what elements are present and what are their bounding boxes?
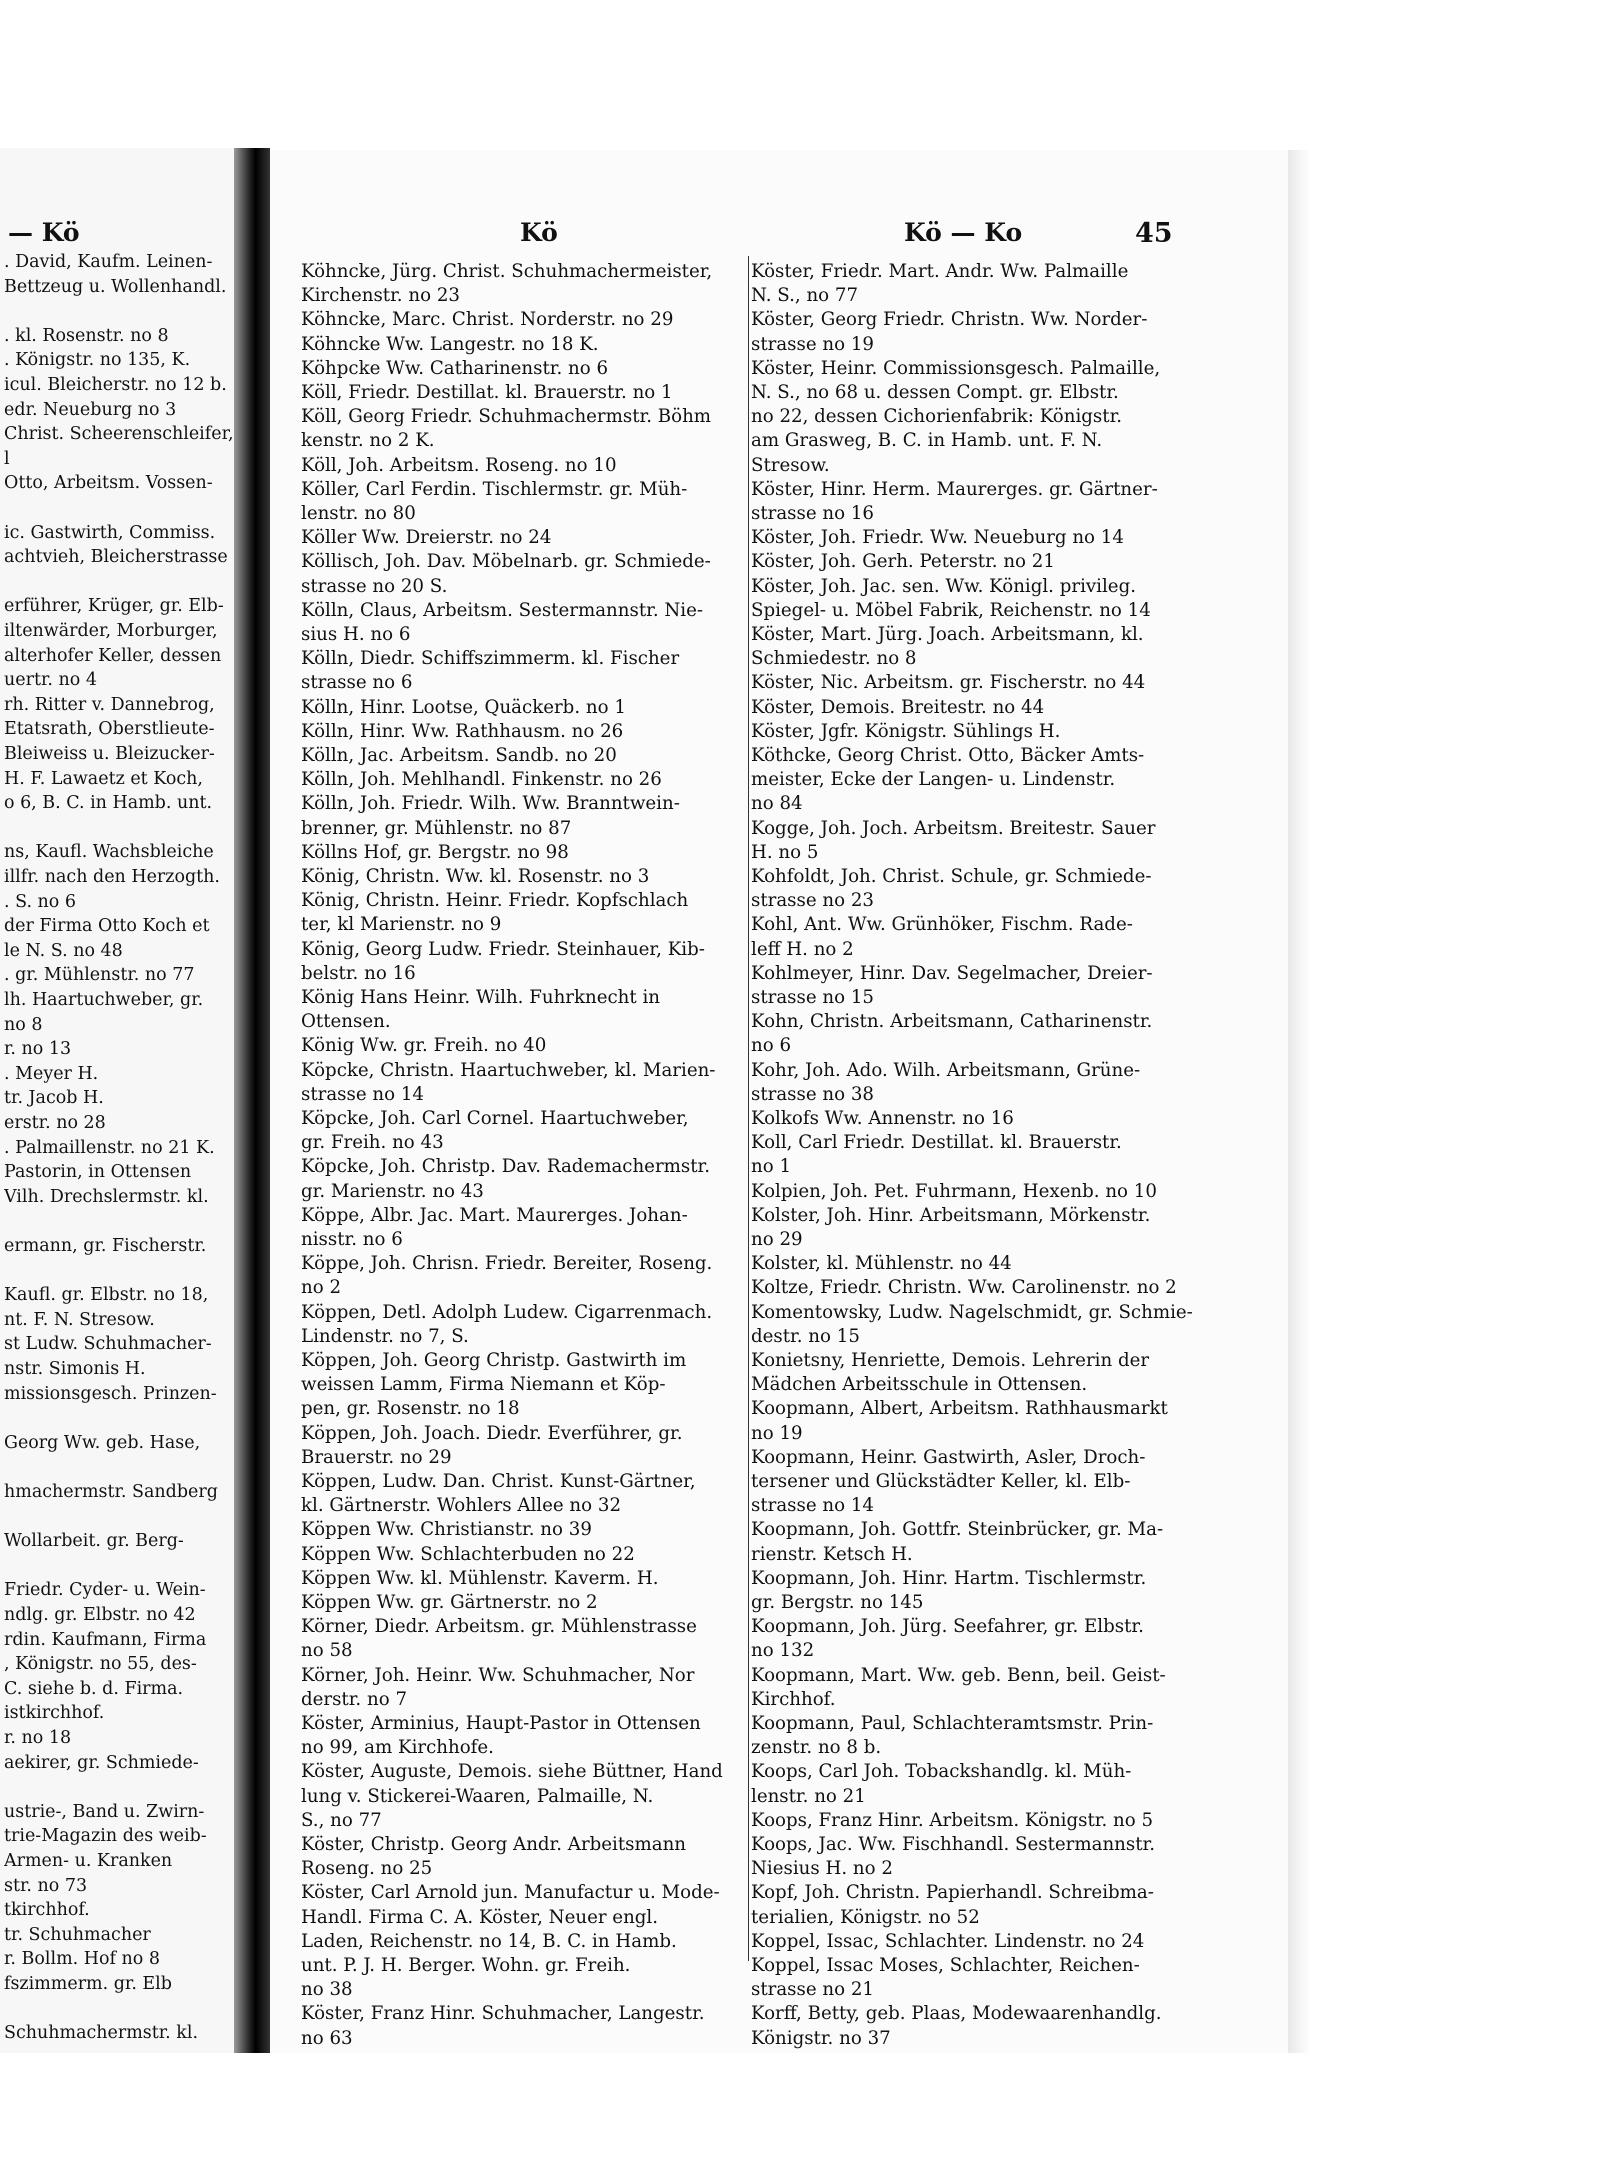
fragment-line: erführer, Krüger, gr. Elb-	[4, 596, 224, 616]
fragment-line: alterhofer Keller, dessen	[4, 646, 222, 666]
entry-line: no 22, dessen Cichorienfabrik: Königstr.	[751, 406, 1123, 427]
fragment-line: nstr. Simonis H.	[4, 1359, 146, 1379]
column-divider	[748, 256, 749, 1961]
fragment-line: illfr. nach den Herzogth.	[4, 867, 220, 887]
entry-line: strasse no 19	[751, 334, 874, 355]
entry-line: lung v. Stickerei-Waaren, Palmaille, N.	[301, 1786, 654, 1807]
entry-line: sius H. no 6	[301, 624, 411, 645]
entry-line: Koopmann, Mart. Ww. geb. Benn, beil. Geist-	[751, 1665, 1166, 1686]
fragment-line: . Meyer H.	[4, 1064, 99, 1084]
left-page-header: — Kö	[8, 218, 80, 247]
fragment-line: Christ. Scheerenschleifer,	[4, 424, 234, 444]
entry-line: no 99, am Kirchhofe.	[301, 1737, 494, 1758]
fragment-line: edr. Neueburg no 3	[4, 400, 177, 420]
entry-line: strasse no 14	[751, 1495, 874, 1516]
fragment-line: . gr. Mühlenstr. no 77	[4, 965, 195, 985]
fragment-line: icul. Bleicherstr. no 12 b.	[4, 375, 227, 395]
entry-line: Köll, Joh. Arbeitsm. Roseng. no 10	[301, 455, 617, 476]
entry-line: Köppen, Joh. Joach. Diedr. Everführer, gr.	[301, 1423, 683, 1444]
entry-line: Kölln, Claus, Arbeitsm. Sestermannstr. Nie-	[301, 600, 704, 621]
fragment-line: missionsgesch. Prinzen-	[4, 1384, 217, 1404]
entry-line: Kölln, Jac. Arbeitsm. Sandb. no 20	[301, 745, 617, 766]
entry-line: Köpcke, Joh. Carl Cornel. Haartuchweber,	[301, 1108, 689, 1129]
entry-line: Körner, Diedr. Arbeitsm. gr. Mühlenstrasse	[301, 1616, 697, 1637]
fragment-line: istkirchhof.	[4, 1703, 105, 1723]
entry-line: meister, Ecke der Langen- u. Lindenstr.	[751, 769, 1116, 790]
entry-line: Konietsny, Henriette, Demois. Lehrerin der	[751, 1350, 1150, 1371]
fragment-line: ndlg. gr. Elbstr. no 42	[4, 1605, 196, 1625]
entry-line: no 6	[751, 1035, 792, 1056]
entry-line: lenstr. no 21	[751, 1786, 866, 1807]
entry-line: Koppel, Issac, Schlachter. Lindenstr. no 24	[751, 1931, 1145, 1952]
fragment-line: r. Bollm. Hof no 8	[4, 1949, 160, 1969]
entry-line: Kolster, Joh. Hinr. Arbeitsmann, Mörkenstr.	[751, 1205, 1151, 1226]
entry-line: Kohr, Joh. Ado. Wilh. Arbeitsmann, Grüne-	[751, 1060, 1141, 1081]
entry-line: no 58	[301, 1640, 353, 1661]
fragment-line: aekirer, gr. Schmiede-	[4, 1753, 199, 1773]
entry-line: strasse no 15	[751, 987, 874, 1008]
fragment-line: . Palmaillenstr. no 21 K.	[4, 1138, 215, 1158]
entry-line: S., no 77	[301, 1810, 382, 1831]
entry-line: Köppen Ww. gr. Gärtnerstr. no 2	[301, 1592, 598, 1613]
entry-line: Köster, Demois. Breitestr. no 44	[751, 697, 1045, 718]
entry-line: Köster, Georg Friedr. Christn. Ww. Norder-	[751, 309, 1148, 330]
entry-line: Körner, Joh. Heinr. Ww. Schuhmacher, Nor	[301, 1665, 695, 1686]
entry-line: Köllns Hof, gr. Bergstr. no 98	[301, 842, 569, 863]
fragment-line: ic. Gastwirth, Commiss.	[4, 523, 216, 543]
entry-line: Königstr. no 37	[751, 2028, 891, 2049]
fragment-line: str. no 73	[4, 1876, 88, 1896]
entry-line: Koops, Carl Joh. Tobackshandlg. kl. Müh-	[751, 1761, 1132, 1782]
entry-line: am Grasweg, B. C. in Hamb. unt. F. N.	[751, 430, 1103, 451]
fragment-line: ustrie-, Band u. Zwirn-	[4, 1802, 205, 1822]
entry-line: König, Christn. Ww. kl. Rosenstr. no 3	[301, 866, 650, 887]
fragment-line: erstr. no 28	[4, 1113, 106, 1133]
entry-line: Köller Ww. Dreierstr. no 24	[301, 527, 552, 548]
entry-line: König Ww. gr. Freih. no 40	[301, 1035, 547, 1056]
entry-line: Schmiedestr. no 8	[751, 648, 917, 669]
entry-line: Köppen Ww. Schlachterbuden no 22	[301, 1544, 635, 1565]
fragment-line: . S. no 6	[4, 892, 76, 912]
entry-line: gr. Bergstr. no 145	[751, 1592, 924, 1613]
page-number: 45	[1135, 218, 1173, 249]
entry-line: Kolpien, Joh. Pet. Fuhrmann, Hexenb. no 10	[751, 1181, 1157, 1202]
column-header-left: Kö	[520, 218, 558, 247]
fragment-line: . Königstr. no 135, K.	[4, 350, 191, 370]
entry-line: no 29	[751, 1229, 803, 1250]
entry-line: destr. no 15	[751, 1326, 860, 1347]
entry-line: strasse no 14	[301, 1084, 424, 1105]
entry-line: Koopmann, Joh. Jürg. Seefahrer, gr. Elbstr.	[751, 1616, 1144, 1637]
entry-line: Köllisch, Joh. Dav. Möbelnarb. gr. Schmiede-	[301, 551, 711, 572]
entry-line: Kölln, Joh. Friedr. Wilh. Ww. Branntwein-	[301, 793, 680, 814]
fragment-line: trie-Magazin des weib-	[4, 1826, 207, 1846]
entry-line: strasse no 16	[751, 503, 874, 524]
fragment-line: ermann, gr. Fischerstr.	[4, 1236, 207, 1256]
entry-line: Laden, Reichenstr. no 14, B. C. in Hamb.	[301, 1931, 677, 1952]
entry-line: Köster, Franz Hinr. Schuhmacher, Langestr.	[301, 2003, 705, 2024]
entry-line: Koll, Carl Friedr. Destillat. kl. Brauerstr.	[751, 1132, 1122, 1153]
entry-line: Kirchhof.	[751, 1689, 836, 1710]
entry-line: Köll, Friedr. Destillat. kl. Brauerstr. no 1	[301, 382, 673, 403]
entry-line: gr. Freih. no 43	[301, 1132, 444, 1153]
entry-line: König Hans Heinr. Wilh. Fuhrknecht in	[301, 987, 660, 1008]
entry-line: Köster, Hinr. Herm. Maurerges. gr. Gärtner-	[751, 479, 1158, 500]
fragment-line: achtvieh, Bleicherstrasse	[4, 547, 228, 567]
fragment-line: tr. Jacob H.	[4, 1088, 104, 1108]
entry-line: Mädchen Arbeitsschule in Ottensen.	[751, 1374, 1088, 1395]
entry-line: no 38	[301, 1979, 353, 2000]
entry-line: nisstr. no 6	[301, 1229, 403, 1250]
entry-line: Spiegel- u. Möbel Fabrik, Reichenstr. no 14	[751, 600, 1151, 621]
fragment-line: l	[4, 449, 10, 469]
entry-line: Köppe, Albr. Jac. Mart. Maurerges. Johan-	[301, 1205, 688, 1226]
entry-line: kl. Gärtnerstr. Wohlers Allee no 32	[301, 1495, 622, 1516]
entry-line: no 84	[751, 793, 803, 814]
entry-line: strasse no 6	[301, 672, 413, 693]
entry-line: Köll, Georg Friedr. Schuhmachermstr. Böhm	[301, 406, 712, 427]
entry-line: Koopmann, Paul, Schlachteramtsmstr. Prin-	[751, 1713, 1154, 1734]
entry-line: Kölln, Hinr. Ww. Rathhausm. no 26	[301, 721, 624, 742]
entry-line: Koopmann, Heinr. Gastwirth, Asler, Droch-	[751, 1447, 1146, 1468]
entry-line: tersener und Glückstädter Keller, kl. Elb-	[751, 1471, 1131, 1492]
entry-line: Koppel, Issac Moses, Schlachter, Reichen-	[751, 1955, 1140, 1976]
entry-line: Stresow.	[751, 455, 830, 476]
entry-line: Köpcke, Joh. Christp. Dav. Rademachermstr.	[301, 1156, 711, 1177]
entry-line: Ottensen.	[301, 1011, 391, 1032]
entry-line: Köster, Heinr. Commissionsgesch. Palmaille,	[751, 358, 1161, 379]
entry-line: no 63	[301, 2028, 353, 2049]
entry-line: Köthcke, Georg Christ. Otto, Bäcker Amts-	[751, 745, 1145, 766]
fragment-line: der Firma Otto Koch et	[4, 916, 210, 936]
entry-line: König, Georg Ludw. Friedr. Steinhauer, Kib-	[301, 939, 705, 960]
entry-line: Niesius H. no 2	[751, 1858, 893, 1879]
entry-line: Koopmann, Albert, Arbeitsm. Rathhausmarkt	[751, 1398, 1168, 1419]
fragment-line: Friedr. Cyder- u. Wein-	[4, 1580, 206, 1600]
fragment-line: hmachermstr. Sandberg	[4, 1482, 218, 1502]
fragment-line: rh. Ritter v. Dannebrog,	[4, 695, 215, 715]
entry-line: Kohl, Ant. Ww. Grünhöker, Fischm. Rade-	[751, 914, 1133, 935]
fragment-line: . kl. Rosenstr. no 8	[4, 326, 169, 346]
column-header-right: Kö — Ko	[904, 218, 1023, 247]
entry-line: Koops, Jac. Ww. Fischhandl. Sestermannstr.	[751, 1834, 1156, 1855]
entry-line: Köster, Joh. Friedr. Ww. Neueburg no 14	[751, 527, 1124, 548]
fragment-line: Bettzeug u. Wollenhandl.	[4, 277, 227, 297]
fragment-line: lh. Haartuchweber, gr.	[4, 990, 204, 1010]
entry-line: no 1	[751, 1156, 792, 1177]
entry-line: Köster, Carl Arnold jun. Manufactur u. Mode-	[301, 1882, 720, 1903]
entry-line: Köster, Mart. Jürg. Joach. Arbeitsmann, kl.	[751, 624, 1144, 645]
entry-line: Handl. Firma C. A. Köster, Neuer engl.	[301, 1907, 659, 1928]
entry-line: no 2	[301, 1277, 342, 1298]
entry-line: ter, kl Marienstr. no 9	[301, 914, 502, 935]
fragment-line: nt. F. N. Stresow.	[4, 1310, 155, 1330]
entry-line: brenner, gr. Mühlenstr. no 87	[301, 818, 572, 839]
entry-line: belstr. no 16	[301, 963, 416, 984]
entry-line: Koops, Franz Hinr. Arbeitsm. Königstr. no 5	[751, 1810, 1154, 1831]
fragment-line: Pastorin, in Ottensen	[4, 1162, 192, 1182]
entry-line: gr. Marienstr. no 43	[301, 1181, 484, 1202]
entry-line: Köhpcke Ww. Catharinenstr. no 6	[301, 358, 609, 379]
entry-line: N. S., no 68 u. dessen Compt. gr. Elbstr.	[751, 382, 1119, 403]
entry-line: pen, gr. Rosenstr. no 18	[301, 1398, 520, 1419]
entry-line: Köppen Ww. kl. Mühlenstr. Kaverm. H.	[301, 1568, 659, 1589]
fragment-line: r. no 18	[4, 1728, 72, 1748]
entry-line: Köhncke, Marc. Christ. Norderstr. no 29	[301, 309, 674, 330]
entry-line: rienstr. Ketsch H.	[751, 1544, 913, 1565]
fragment-line: ns, Kaufl. Wachsbleiche	[4, 842, 214, 862]
entry-line: strasse no 21	[751, 1979, 874, 2000]
entry-line: Köster, Jgfr. Königstr. Sühlings H.	[751, 721, 1061, 742]
fragment-line: Bleiweiss u. Bleizucker-	[4, 744, 215, 764]
fragment-line: st Ludw. Schuhmacher-	[4, 1334, 212, 1354]
fragment-line: iltenwärder, Morburger,	[4, 621, 218, 641]
entry-line: Korff, Betty, geb. Plaas, Modewaarenhandlg.	[751, 2003, 1162, 2024]
entry-line: no 19	[751, 1423, 803, 1444]
entry-line: Köppen, Detl. Adolph Ludew. Cigarrenmach.	[301, 1302, 713, 1323]
fragment-line: H. F. Lawaetz et Koch,	[4, 769, 203, 789]
fragment-line: o 6, B. C. in Hamb. unt.	[4, 793, 213, 813]
entry-line: Koopmann, Joh. Gottfr. Steinbrücker, gr. Ma-	[751, 1519, 1164, 1540]
entry-line: Kölln, Diedr. Schiffszimmerm. kl. Fischer	[301, 648, 680, 669]
entry-line: no 132	[751, 1640, 815, 1661]
entry-line: Kogge, Joh. Joch. Arbeitsm. Breitestr. Sauer	[751, 818, 1156, 839]
book-gutter	[234, 148, 270, 2053]
entry-line: Köppen, Joh. Georg Christp. Gastwirth im	[301, 1350, 687, 1371]
page-edge	[1288, 150, 1310, 2053]
entry-line: Köster, Joh. Gerh. Peterstr. no 21	[751, 551, 1055, 572]
entry-line: Köster, Nic. Arbeitsm. gr. Fischerstr. no 44	[751, 672, 1146, 693]
entry-line: unt. P. J. H. Berger. Wohn. gr. Freih.	[301, 1955, 631, 1976]
entry-line: weissen Lamm, Firma Niemann et Köp-	[301, 1374, 666, 1395]
entry-line: Koltze, Friedr. Christn. Ww. Carolinenstr. no 2	[751, 1277, 1177, 1298]
fragment-line: C. siehe b. d. Firma.	[4, 1679, 184, 1699]
entry-line: Köster, Auguste, Demois. siehe Büttner, Hand	[301, 1761, 723, 1782]
entry-line: Köhncke, Jürg. Christ. Schuhmachermeister,	[301, 261, 713, 282]
entry-line: H. no 5	[751, 842, 819, 863]
entry-line: Koopmann, Joh. Hinr. Hartm. Tischlermstr.	[751, 1568, 1147, 1589]
fragment-line: tkirchhof.	[4, 1900, 90, 1920]
entry-line: leff H. no 2	[751, 939, 854, 960]
entry-line: Komentowsky, Ludw. Nagelschmidt, gr. Schmie-	[751, 1302, 1193, 1323]
fragment-line: uertr. no 4	[4, 670, 97, 690]
entry-line: strasse no 23	[751, 890, 874, 911]
fragment-line: Otto, Arbeitsm. Vossen-	[4, 473, 213, 493]
entry-line: Köster, Christp. Georg Andr. Arbeitsmann	[301, 1834, 687, 1855]
entry-line: Köster, Joh. Jac. sen. Ww. Königl. privileg.	[751, 576, 1136, 597]
entry-line: Köppen Ww. Christianstr. no 39	[301, 1519, 592, 1540]
entry-line: Köster, Arminius, Haupt-Pastor in Ottensen	[301, 1713, 701, 1734]
entry-line: derstr. no 7	[301, 1689, 408, 1710]
entry-line: Kohn, Christn. Arbeitsmann, Catharinenstr.	[751, 1011, 1153, 1032]
entry-line: Kirchenstr. no 23	[301, 285, 460, 306]
entry-line: Köhncke Ww. Langestr. no 18 K.	[301, 334, 599, 355]
fragment-line: Georg Ww. geb. Hase,	[4, 1433, 201, 1453]
entry-line: Kopf, Joh. Christn. Papierhandl. Schreibma-	[751, 1882, 1154, 1903]
fragment-line: Wollarbeit. gr. Berg-	[4, 1531, 184, 1551]
fragment-line: Vilh. Drechslermstr. kl.	[4, 1187, 209, 1207]
entry-line: Köller, Carl Ferdin. Tischlermstr. gr. Müh-	[301, 479, 688, 500]
entry-line: lenstr. no 80	[301, 503, 416, 524]
fragment-line: fszimmerm. gr. Elb	[4, 1974, 172, 1994]
entry-line: Kölln, Joh. Mehlhandl. Finkenstr. no 26	[301, 769, 662, 790]
fragment-line: , Königstr. no 55, des-	[4, 1654, 197, 1674]
entry-line: strasse no 38	[751, 1084, 874, 1105]
entry-line: Roseng. no 25	[301, 1858, 433, 1879]
entry-line: Kolkofs Ww. Annenstr. no 16	[751, 1108, 1014, 1129]
fragment-line: tr. Schuhmacher	[4, 1925, 151, 1945]
entry-line: Köpcke, Christn. Haartuchweber, kl. Marien-	[301, 1060, 716, 1081]
fragment-line: Schuhmachermstr. kl.	[4, 2023, 199, 2043]
entry-line: Lindenstr. no 7, S.	[301, 1326, 469, 1347]
entry-line: Köster, Friedr. Mart. Andr. Ww. Palmaille	[751, 261, 1129, 282]
fragment-line: no 8	[4, 1015, 43, 1035]
entry-line: strasse no 20 S.	[301, 576, 448, 597]
entry-line: kenstr. no 2 K.	[301, 430, 435, 451]
entry-line: terialien, Königstr. no 52	[751, 1907, 980, 1928]
entry-line: Kölln, Hinr. Lootse, Quäckerb. no 1	[301, 697, 626, 718]
entry-line: Kolster, kl. Mühlenstr. no 44	[751, 1253, 1012, 1274]
fragment-line: . David, Kaufm. Leinen-	[4, 252, 213, 272]
entry-line: Brauerstr. no 29	[301, 1447, 452, 1468]
fragment-line: Etatsrath, Oberstlieute-	[4, 719, 215, 739]
entry-line: Köppe, Joh. Chrisn. Friedr. Bereiter, Roseng.	[301, 1253, 713, 1274]
fragment-line: Kaufl. gr. Elbstr. no 18,	[4, 1285, 209, 1305]
entry-line: Kohlmeyer, Hinr. Dav. Segelmacher, Dreier-	[751, 963, 1153, 984]
fragment-line: r. no 13	[4, 1039, 72, 1059]
fragment-line: Armen- u. Kranken	[4, 1851, 173, 1871]
entry-line: zenstr. no 8 b.	[751, 1737, 882, 1758]
fragment-line: rdin. Kaufmann, Firma	[4, 1630, 207, 1650]
entry-line: König, Christn. Heinr. Friedr. Kopfschlach	[301, 890, 689, 911]
entry-line: Kohfoldt, Joh. Christ. Schule, gr. Schmiede-	[751, 866, 1152, 887]
entry-line: N. S., no 77	[751, 285, 859, 306]
entry-line: Köppen, Ludw. Dan. Christ. Kunst-Gärtner,	[301, 1471, 696, 1492]
fragment-line: le N. S. no 48	[4, 941, 123, 961]
